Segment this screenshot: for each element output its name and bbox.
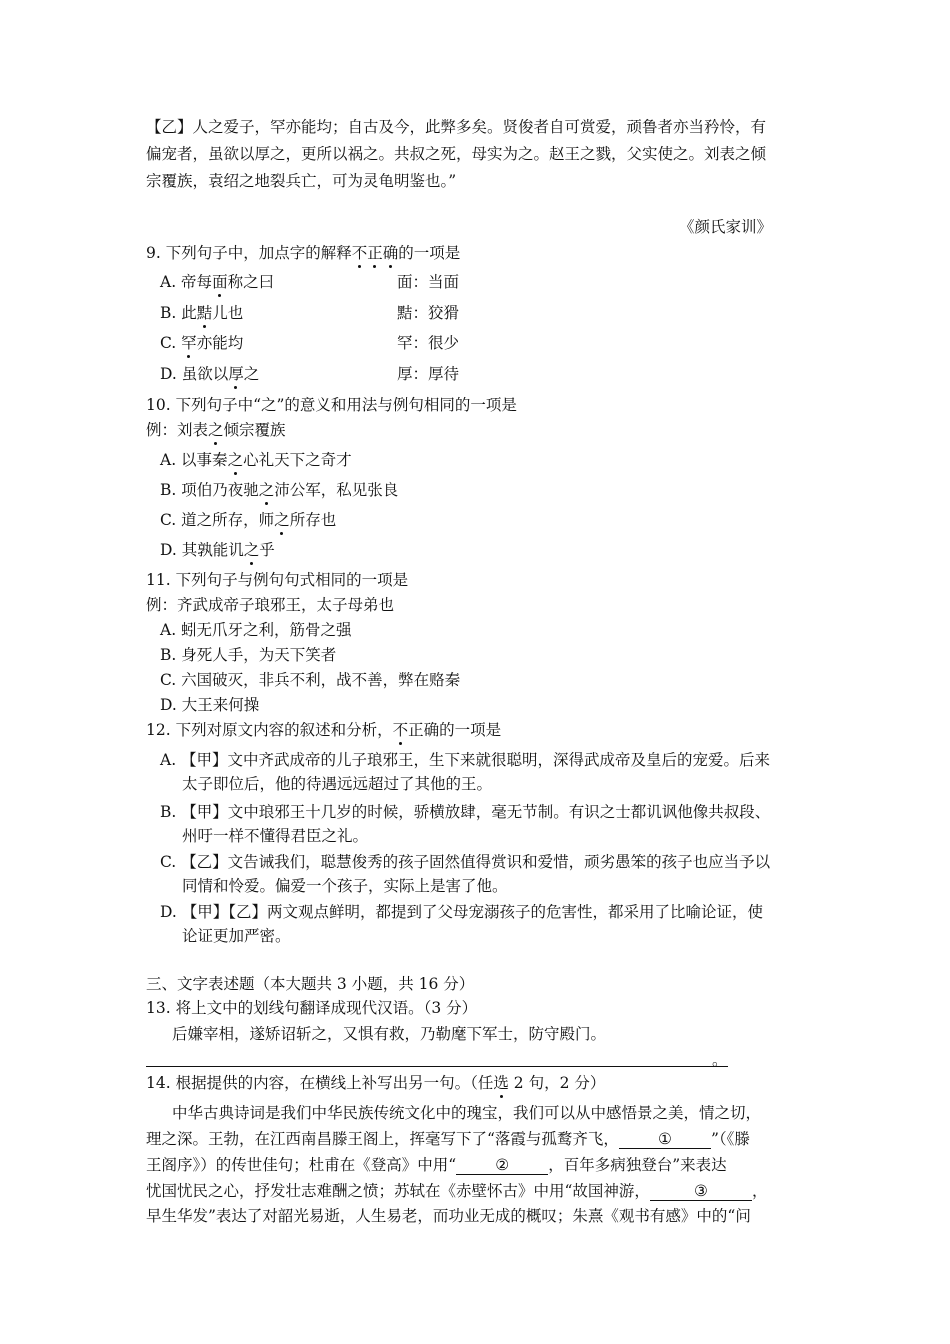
q11-example: 例：齐武成帝子琅邪王，太子母弟也 (146, 596, 395, 614)
fill-blank-3[interactable]: ③ (650, 1182, 752, 1201)
q10-option-d: D. 其孰能讥之乎 (160, 541, 275, 559)
q11-option-a: A. 蚓无爪牙之利，筋骨之强 (160, 621, 352, 639)
q14-paragraph-line-5: 早生华发”表达了对韶光易逝，人生易老，而功业无成的概叹；朱熹《观书有感》中的“问 (146, 1207, 751, 1225)
q9-stem: 9. 下列句子中，加点字的解释不正确的一项是 (146, 244, 461, 262)
fill-blank-1[interactable]: ① (619, 1130, 711, 1149)
q11-option-d: D. 大王来何操 (160, 696, 260, 714)
q9-option-d: D. 虽欲以厚之 (160, 365, 260, 383)
q14-paragraph-line-1: 中华古典诗词是我们中华民族传统文化中的瑰宝，我们可以从中感悟景之美，情之切， (172, 1104, 762, 1122)
emphasis-dotted: 不正确 (351, 244, 399, 262)
dotted-char: 之 (243, 541, 260, 559)
passage-yi-line-3: 宗覆族，袁绍之地裂兵亡，可为灵龟明鉴也。” (146, 172, 457, 190)
q10-option-b: B. 项伯乃夜驰之沛公军，私见张良 (160, 481, 399, 499)
q12-stem: 12. 下列对原文内容的叙述和分析，不正确的一项是 (146, 721, 502, 739)
q10-example: 例：刘表之倾宗覆族 (146, 421, 286, 439)
q9-option-c: C. 罕亦能均 (160, 334, 244, 352)
q9-gloss-b: 黠：狡猾 (397, 304, 460, 322)
q10-option-a: A. 以事秦之心礼天下之奇才 (160, 451, 352, 469)
dotted-char: 之 (227, 451, 244, 469)
dotted-char: 之 (258, 481, 275, 499)
q9-gloss-d: 厚：厚待 (397, 365, 460, 383)
q14-stem: 14. 根据提供的内容，在横线上补写出另一句。（任选 2 句，2 分） (146, 1074, 606, 1092)
q10-option-c: C. 道之所存，师之所存也 (160, 511, 337, 529)
dotted-char: 罕 (181, 334, 197, 352)
dotted-char: 厚 (228, 365, 244, 383)
q12-option-a-line-1: A. 【甲】文中齐武成帝的儿子琅邪王，生下来就很聪明，深得武成帝及皇后的宠爱。后来 (160, 751, 771, 769)
section-3-heading: 三、文字表述题（本大题共 3 小题，共 16 分） (146, 975, 475, 993)
q11-option-b: B. 身死人手，为天下笑者 (160, 646, 337, 664)
q12-option-c-line-1: C. 【乙】文告诫我们，聪慧俊秀的孩子固然值得赏识和爱惜，顽劣愚笨的孩子也应当予以 (160, 853, 771, 871)
q13-answer-line[interactable] (146, 1066, 728, 1067)
q9-option-a: A. 帝每面称之曰 (160, 273, 275, 291)
q11-stem: 11. 下列句子与例句句式相同的一项是 (146, 571, 409, 589)
q9-gloss-c: 罕：很少 (397, 334, 460, 352)
q14-paragraph-line-3: 王阁序》）的传世佳句；杜甫在《登高》中用“ ② ，百年多病独登台”来表达 (146, 1156, 727, 1174)
q14-paragraph-line-4: 忧国忧民之心，抒发壮志难酬之愤；苏轼在《赤壁怀古》中用“故国神游， ③ ， (146, 1182, 768, 1200)
passage-source: 《颜氏家训》 (679, 218, 773, 236)
q9-option-b: B. 此黠儿也 (160, 304, 244, 322)
q13-sentence: 后嫌宰相，遂矫诏斩之，又惧有救，乃勒麾下军士，防守殿门。 (172, 1025, 607, 1043)
q14-paragraph-line-2: 理之深。王勃，在江西南昌滕王阁上，挥毫写下了“落霞与孤鹜齐飞， ① ”（《滕 (146, 1130, 750, 1148)
passage-yi-line-1: 【乙】人之爱子，罕亦能均；自古及今，此弊多矣。贤俊者自可赏爱，顽鲁者亦当矜怜，有 (146, 118, 767, 136)
q12-option-d-line-2: 论证更加严密。 (182, 927, 291, 945)
q12-option-b-line-1: B. 【甲】文中琅邪王十几岁的时候，骄横放肆，毫无节制。有识之士都讥讽他像共叔段、 (160, 803, 771, 821)
q10-stem: 10. 下列句子中“之”的意义和用法与例句相同的一项是 (146, 396, 517, 414)
q12-option-d-line-1: D. 【甲】【乙】两文观点鲜明，都提到了父母宠溺孩子的危害性，都采用了比喻论证，使 (160, 903, 763, 921)
dotted-char: 之 (274, 511, 290, 529)
dotted-char: 之 (208, 421, 224, 439)
q12-option-a-line-2: 太子即位后，他的待遇远远超过了其他的王。 (182, 775, 493, 793)
dotted-char: 黠 (196, 304, 213, 322)
q13-stem: 13. 将上文中的划线句翻译成现代汉语。（3 分） (146, 999, 478, 1017)
q12-option-c-line-2: 同情和怜爱。偏爱一个孩子，实际上是害了他。 (182, 877, 508, 895)
q11-option-c: C. 六国破灭，非兵不利，战不善，弊在赂秦 (160, 671, 461, 689)
passage-yi-line-2: 偏宠者，虽欲以厚之，更所以祸之。共叔之死，母实为之。赵王之戮，父实使之。刘表之倾 (146, 145, 767, 163)
dotted-char: 选 (493, 1074, 509, 1092)
dotted-char: 不 (392, 721, 409, 739)
q13-end-mark: 。 (712, 1051, 728, 1069)
fill-blank-2[interactable]: ② (456, 1156, 548, 1175)
q12-option-b-line-2: 州吁一样不懂得君臣之礼。 (182, 827, 369, 845)
dotted-char: 面 (212, 273, 228, 291)
q9-gloss-a: 面：当面 (397, 273, 460, 291)
